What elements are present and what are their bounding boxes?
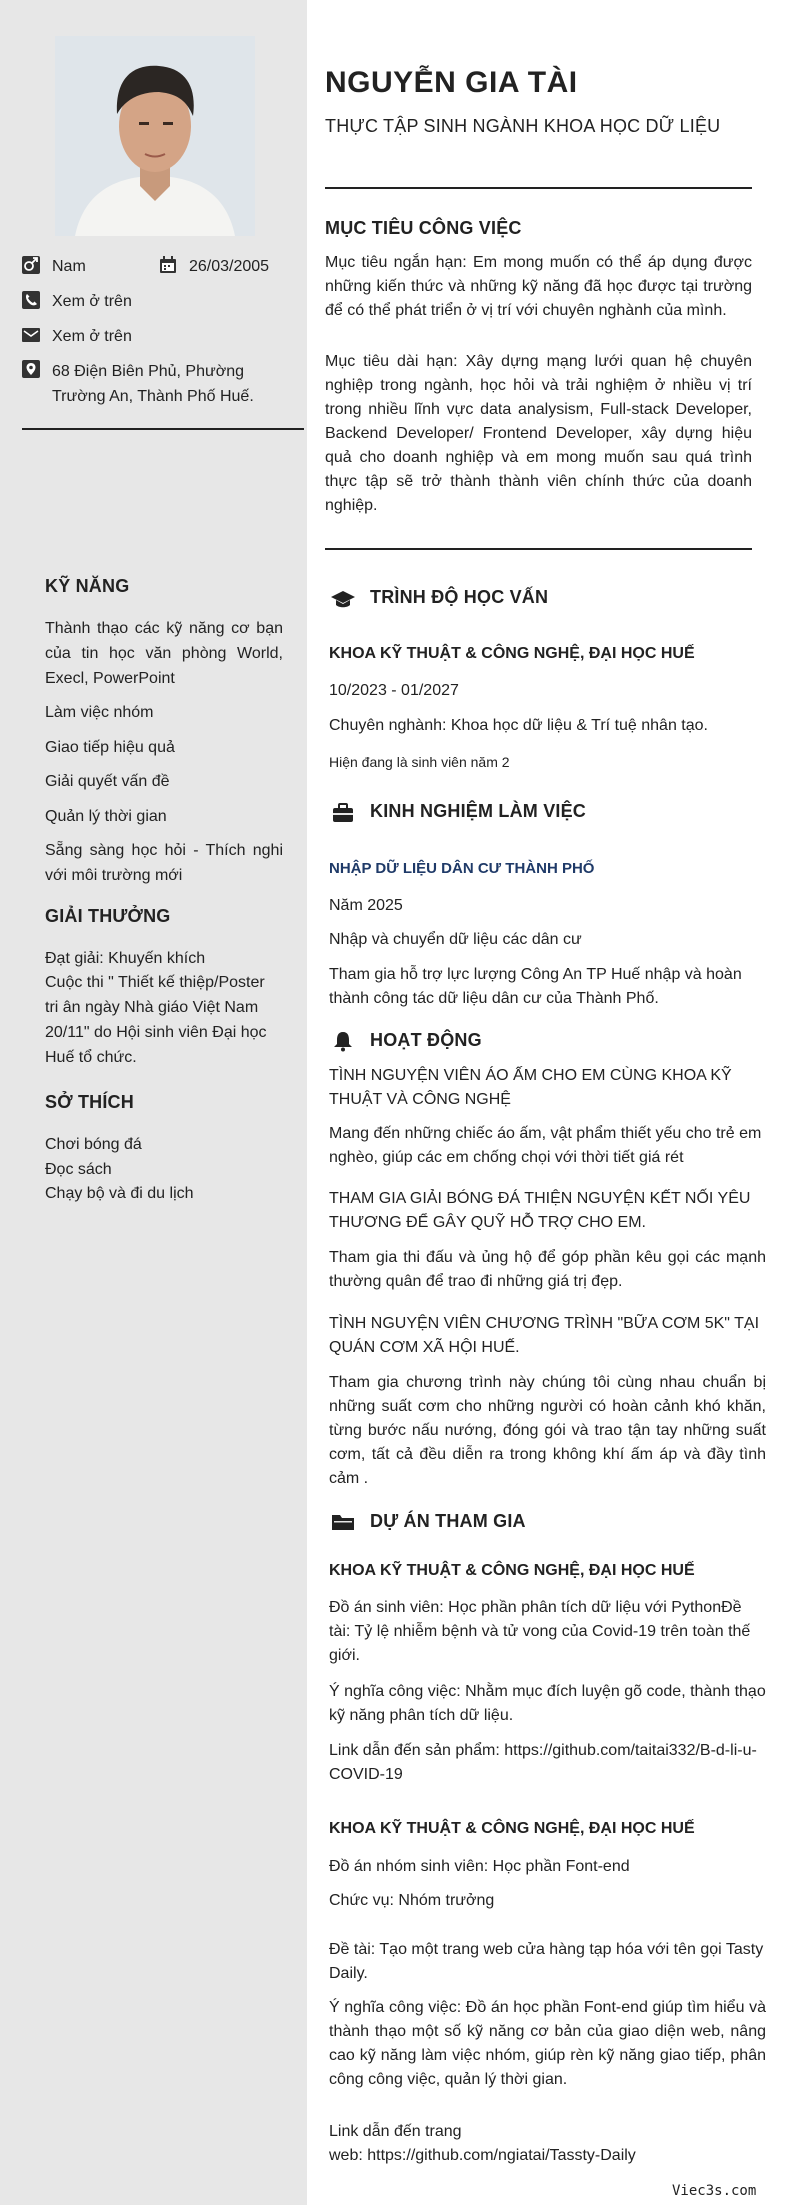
skill-item: Sẵng sàng học hỏi - Thích nghi với môi trường mới: [45, 842, 283, 884]
candidate-title: THỰC TẬP SINH NGÀNH KHOA HỌC DỮ LIỆU: [325, 116, 721, 136]
project-2-link[interactable]: web: https://github.com/ngiatai/Tassty-Daily: [329, 2147, 636, 2164]
profile-photo: [55, 36, 255, 236]
hobby-item: Chơi bóng đá: [45, 1136, 142, 1153]
activity-1-title: TÌNH NGUYỆN VIÊN ÁO ẤM CHO EM CÙNG KHOA KỸ THUẬT VÀ CÔNG NGHỆ: [329, 1067, 732, 1108]
education-major: Chuyên nghành: Khoa học dữ liệu & Trí tuệ nhân tạo.: [329, 717, 708, 734]
skill-item: Giải quyết vấn đề: [45, 773, 170, 790]
phone-value: Xem ở trên: [52, 293, 132, 310]
sidebar: [0, 0, 307, 2205]
education-heading: TRÌNH ĐỘ HỌC VẤN: [370, 587, 549, 607]
project-1-organization: KHOA KỸ THUẬT & CÔNG NGHỆ, ĐẠI HỌC HUẾ: [329, 1562, 695, 1579]
activity-1-description: Mang đến những chiếc áo ấm, vật phẩm thiết yếu cho trẻ em nghèo, giúp các em chống chọi với thời tiết giá rét: [329, 1125, 762, 1166]
sidebar-divider: [22, 428, 304, 430]
education-period: 10/2023 - 01/2027: [329, 682, 459, 699]
project-1-description: Đồ án sinh viên: Học phần phân tích dữ liệu với PythonĐề tài: Tỷ lệ nhiễm bệnh và tử vong của Covid-19 trên toàn thế giới.: [329, 1599, 751, 1664]
header-divider: [325, 187, 752, 189]
project-1-link[interactable]: Link dẫn đến sản phẩm: https://github.com/taitai332/B-d-li-u-COVID-19: [329, 1742, 757, 1783]
experience-detail: Tham gia hỗ trợ lực lượng Công An TP Huế nhập và hoàn thành công tác dữ liệu dân cư của Thành Phố.: [329, 966, 742, 1007]
email-value: Xem ở trên: [52, 328, 132, 345]
project-2-link-label: Link dẫn đến trang: [329, 2123, 462, 2140]
folder-icon: [330, 1511, 356, 1533]
project-2-topic: Đề tài: Tạo một trang web cửa hàng tạp hóa với tên gọi Tasty Daily.: [329, 1941, 764, 1982]
location-pin-icon: [22, 360, 40, 378]
project-1-meaning: Ý nghĩa công việc: Nhằm mục đích luyện gõ code, thành thạo kỹ năng phân tích dữ liệu.: [329, 1683, 766, 1724]
gender-icon: [22, 256, 40, 274]
activities-heading: HOẠT ĐỘNG: [370, 1030, 482, 1050]
education-school: KHOA KỸ THUẬT & CÔNG NGHỆ, ĐẠI HỌC HUẾ: [329, 645, 695, 662]
activity-3-title: TÌNH NGUYỆN VIÊN CHƯƠNG TRÌNH "BỮA CƠM 5K" TẠI QUÁN CƠM XÃ HỘI HUẾ.: [329, 1315, 760, 1356]
objective-long: Mục tiêu dài hạn: Xây dựng mạng lưới quan hệ chuyên nghiệp trong ngành, học hỏi và trải nghiệm ở nhiều vị trí trong nhiều lĩnh vực data analysism, Full-stack Developer, Backend Developer/ Frontend Developer, xây dựng hiệu quả cho doanh nghiệp và em mong muốn sau quá trình thực tập sẽ trở thành thành viên chính thức của doanh nghiệp.: [325, 353, 752, 514]
graduation-cap-icon: [330, 588, 356, 610]
objective-divider: [325, 548, 752, 550]
skills-heading: KỸ NĂNG: [45, 576, 130, 596]
objective-short: Mục tiêu ngắn hạn: Em mong muốn có thể áp dụng được những kiến thức và những kỹ năng đã học được tại trường để có thể phát triển ở vị trí với chuyên nghành của mình.: [325, 254, 752, 319]
birthdate-value: 26/03/2005: [189, 258, 270, 275]
projects-heading: DỰ ÁN THAM GIA: [370, 1511, 526, 1531]
email-icon: [22, 326, 40, 344]
project-2-role: Chức vụ: Nhóm trưởng: [329, 1892, 495, 1909]
address-line-1: 68 Điện Biên Phủ, Phường: [52, 363, 244, 380]
phone-icon: [22, 291, 40, 309]
bell-icon: [330, 1030, 356, 1052]
gender-value: Nam: [52, 258, 86, 275]
experience-job-title: NHẬP DỮ LIỆU DÂN CƯ THÀNH PHỐ: [329, 860, 595, 877]
calendar-icon: [159, 256, 177, 274]
candidate-name: NGUYỄN GIA TÀI: [325, 66, 578, 99]
experience-task: Nhập và chuyển dữ liệu các dân cư: [329, 931, 582, 948]
project-2-organization: KHOA KỸ THUẬT & CÔNG NGHỆ, ĐẠI HỌC HUẾ: [329, 1820, 695, 1837]
award-result: Đạt giải: Khuyến khích: [45, 950, 206, 967]
objective-heading: MỤC TIÊU CÔNG VIỆC: [325, 218, 522, 238]
hobby-item: Chạy bộ và đi du lịch: [45, 1185, 194, 1202]
hobby-item: Đọc sách: [45, 1161, 112, 1178]
skill-item: Giao tiếp hiệu quả: [45, 739, 175, 756]
hobbies-heading: SỞ THÍCH: [45, 1092, 134, 1112]
skill-item: Thành thạo các kỹ năng cơ bạn của tin học văn phòng World, Execl, PowerPoint: [45, 620, 283, 687]
watermark: Viec3s.com: [672, 2183, 757, 2199]
activity-2-description: Tham gia thi đấu và ủng hộ để góp phần kêu gọi các mạnh thường quân để trao đi những giá trị đẹp.: [329, 1249, 766, 1290]
project-2-description: Đồ án nhóm sinh viên: Học phần Font-end: [329, 1858, 630, 1875]
project-2-meaning: Ý nghĩa công việc: Đồ án học phần Font-end giúp tìm hiểu và thành thạo một số kỹ năng cơ bản của giao diện web, nâng cao kỹ năng làm việc nhóm, giúp rèn kỹ năng giao tiếp, phân công công việc, quản lý thời gian.: [329, 1999, 766, 2088]
skill-item: Làm việc nhóm: [45, 704, 154, 721]
experience-year: Năm 2025: [329, 897, 403, 914]
activity-2-title: THAM GIA GIẢI BÓNG ĐÁ THIỆN NGUYỆN KẾT NỐI YÊU THƯƠNG ĐỂ GÂY QUỸ HỖ TRỢ CHO EM.: [329, 1190, 751, 1231]
experience-heading: KINH NGHIỆM LÀM VIỆC: [370, 801, 587, 821]
activity-3-description: Tham gia chương trình này chúng tôi cùng nhau chuẩn bị những suất cơm cho những người có hoàn cảnh khó khăn, từng bước nấu nướng, đóng gói và trao tận tay những suất cơm, tất cả đều diễn ra trong không khí ấm áp và đầy tình cảm .: [329, 1374, 766, 1487]
briefcase-icon: [330, 802, 356, 824]
award-description: Cuộc thi " Thiết kế thiệp/Poster tri ân ngày Nhà giáo Việt Nam 20/11" do Hội sinh viên Đại học Huế tổ chức.: [45, 974, 267, 1066]
address-line-2: Trường An, Thành Phố Huế.: [52, 388, 254, 405]
skill-item: Quản lý thời gian: [45, 808, 167, 825]
education-status: Hiện đang là sinh viên năm 2: [329, 754, 510, 770]
awards-heading: GIẢI THƯỞNG: [45, 906, 171, 926]
